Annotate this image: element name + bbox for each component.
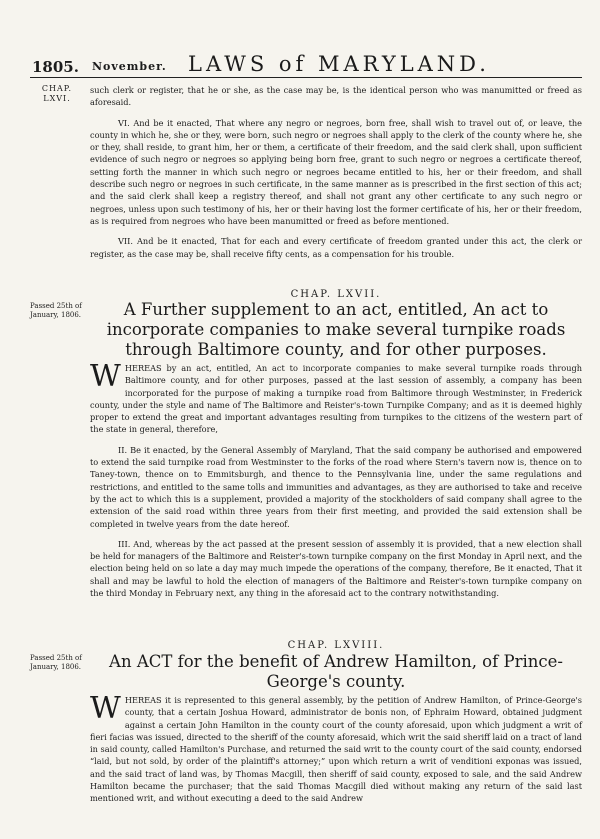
chap-lxvii-label: CHAP. LXVII. [290, 289, 382, 300]
chap-lxvii-sec2: II. Be it enacted, by the General Assembly of Maryland, That the said company be authorised and empowered to extend the said turnpike road from Westminster to the forks of the road where Stern's tavern now is, thence on to Taney-town, thence on to Emmitsburgh, and thence to the Pennsylvania line, under the same regulations and restrictions, and entitled to the same tolls and immunities and advantages, as they are authorised to take and receive by the act to which this is a supplement, provided a majority of the stockholders of said company shall agree to the extension of the said road within three years from their first meeting, and provided the said extension shall be completed in twelve years from the date hereof. [90, 444, 582, 529]
chap-lxviii-dropcap: W [90, 691, 121, 726]
chap-lxvi-tail: such clerk or register, that he or she, as the case may be, is the identical person who was manumitted or freed as aforesaid. [90, 85, 582, 108]
chap-lxvii-margin-note: Passed 25th of January, 1806. [30, 302, 82, 319]
chap-lxvii-body [90, 359, 582, 599]
header-month: November. [92, 60, 167, 73]
chap-lxviii-heading: An ACT for the benefit of Andrew Hamilton, of Prince-George's county. [109, 652, 563, 691]
header-rule [30, 77, 582, 78]
chap-lxviii-label: CHAP. LXVIII. [287, 640, 385, 651]
chap-lxvi-sec6: VI. And be it enacted, That where any negro or negroes, born free, shall wish to travel out of, or leave, the county in which he, she or they, were born, such negro or negroes shall apply to the clerk of the county where he, she or they, shall reside, to grant him, her or them, a certificate of their freedom, and the said clerk shall, upon sufficient evidence of such negro or negroes so applying being born free, grant to such negro or negroes a certificate thereof, setting forth the manner in which such negro or negroes became entitled to his, her or their freedom, and shall describe such negro or negroes in such certificate, in the same manner as is prescribed in the first section of this act; and the said clerk shall keep a registry thereof, and shall not grant any other certificate to any such negro or negroes, unless upon such testimony of his, her or their having lost the former certificate of his, her or their freedom, as is required from negroes who have been manumitted or freed as before mentioned. [90, 117, 582, 226]
chap-lxvii-heading: A Further supplement to an act, entitled, An act to incorporate companies to make several turnpike roads through Baltimore county, and for other purposes. [106, 300, 566, 359]
page-title: LAWS of MARYLAND. [188, 52, 490, 76]
chap-lxvi-sec7: VII. And be it enacted, That for each and every certificate of freedom granted under this act, the clerk or register, as the case may be, shall receive fifty cents, as a compensation for his trouble. [90, 236, 582, 259]
header-year: 1805. [32, 58, 79, 76]
chap-lxvi-body [90, 84, 582, 260]
chap-lxviii-preamble: HEREAS it is represented to this general assembly, by the petition of Andrew Hamilton, of Prince-George's county, that a certain Joshua Howard, administrator de bonis non, of Ephraim Howard, obtained judgment against a certain John Hamilton in the county court of the county aforesaid, upon which judgment a writ of fieri facias was issued, directed to the sheriff of the county aforesaid, which writ the said sheriff laid on a tract of land in said county, called Hamilton's Purchase, and returned the said writ to the county court of the said county, endorsed “laid, but not sold, by order of the plaintiff's attorney;” upon which return a writ of venditioni exponas was issued, and the said tract of land was, by Thomas Macgill, then sheriff of said county, exposed to sale, and the said Andrew Hamilton became the purchaser; that the said Thomas Macgill died without making any return of the said last mentioned writ, and without executing a deed to the said Andrew [90, 695, 582, 804]
chap-lxviii-body [90, 691, 582, 805]
chap-lxviii-margin-note: Passed 25th of January, 1806. [30, 654, 82, 671]
margin-chap-lxvi: CHAP. LXVI. [41, 84, 73, 103]
chap-lxvii-sec3: III. And, whereas by the act passed at the present session of assembly it is provided, that a new election shall be held for managers of the Baltimore and Reister's-town turnpike company on the first Monday in April next, and the election being held on so late a day may much impede the operations of the company, therefore, Be it enacted, That it shall and may be lawful to hold the election of managers of the Baltimore and Reister's-town turnpike company on the third Monday in February next, any thing in the aforesaid act to the contrary notwithstanding. [90, 538, 582, 599]
chap-lxvii-preamble: HEREAS by an act, entitled, An act to incorporate companies to make several turnpike roads through Baltimore county, and for other purposes, passed at the last session of assembly, a company has been incorporated for the purpose of making a turnpike road from Baltimore through Westminster, in Frederick county, under the style and name of The Baltimore and Reister's-town Turnpike Company; and as it is deemed highly proper to extend the great and important advantages resulting from turnpikes to the citizens of the western part of the state in general, therefore, [90, 363, 582, 435]
chap-lxvii-dropcap: W [90, 359, 121, 394]
